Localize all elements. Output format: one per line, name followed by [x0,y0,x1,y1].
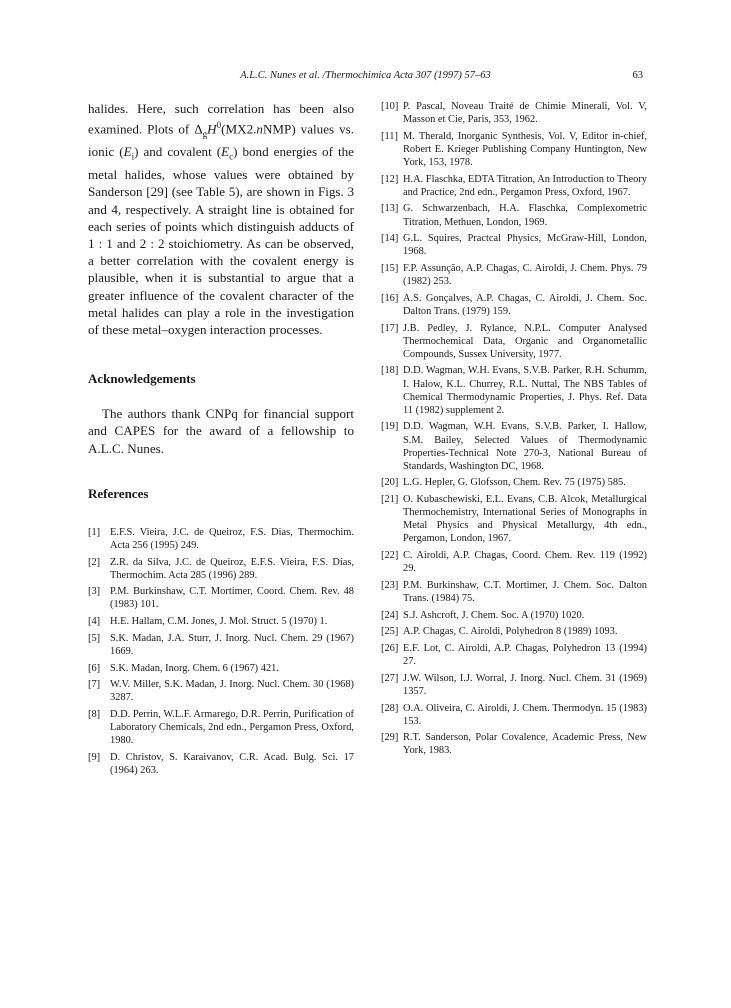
reference-number: [21] [381,494,399,506]
reference-number: [27] [381,672,399,684]
reference-item [88,556,354,582]
reference-number: [6] [88,662,101,674]
reference-item [88,708,354,747]
reference-text: D.D. Wagman, W.H. Evans, S.V.B. Parker, I. Hallow, S.M. Bailey, Selected Values of Thermodynamic Properties-Technical Note 270-3, National Bureau of Standards, Washington DC, 1968. [403,421,647,472]
reference-text: J.B. Pedley, J. Rylance, N.P.L. Computer Analysed Thermochemical Data, Organic and Organometallic Compounds, Sussex University, 1977. [403,322,647,360]
reference-item [381,364,647,416]
reference-text: P. Pascal, Noveau Traité de Chimie Minerali, Vol. V, Masson et Cie, Paris, 353, 1962. [403,101,647,126]
reference-number: [16] [381,292,399,304]
reference-item [381,173,647,199]
reference-text: M. Therald, Inorganic Synthesis, Vol. V, Editor in-chief, Robert E. Krieger Publishing Company Huntington, New York, 153, 1978. [403,130,647,168]
acknowledgements-text: The authors thank CNPq for financial support and CAPES for the award of a fellowship to A.L.C. Nunes. [88,406,354,456]
reference-item [88,615,354,628]
reference-number: [24] [381,609,399,621]
reference-number: [5] [88,632,101,644]
reference-item [381,549,647,575]
para-italic: n [256,121,263,137]
reference-text: O. Kubaschewiski, E.L. Evans, C.B. Alcok, Metallurgical Thermochemistry, International Series of Monographs in Metal Physics and Physical Metallurgy, 4th edn., Pergamon, London, 1967. [403,494,647,545]
reference-item [381,262,647,288]
reference-number: [26] [381,642,399,654]
left-column [88,100,354,781]
reference-number: [28] [381,702,399,714]
reference-item [381,579,647,605]
right-column [381,100,647,761]
reference-number: [7] [88,679,101,691]
page-number: 63 [632,70,643,81]
reference-text: J.W. Wilson, I.J. Worral, J. Inorg. Nucl. Chem. 31 (1969) 1357. [403,672,647,697]
reference-text: E.F.S. Vieira, J.C. de Queiroz, F.S. Dias, Thermochim. Acta 256 (1995) 249. [110,526,354,551]
para-italic: H [207,121,217,137]
reference-item [381,493,647,545]
reference-number: [18] [381,365,399,377]
para-italic: E [221,144,230,160]
reference-text: D.D. Perrin, W.L.F. Armarego, D.R. Perrin, Purification of Laboratory Chemicals, 2nd edn., Pergamon Press, Oxford, 1980. [110,709,354,747]
reference-item [381,642,647,668]
reference-text: G. Schwarzenbach, H.A. Flaschka, Complexometric Titration, Methuen, London, 1969. [403,203,647,228]
reference-number: [9] [88,751,101,763]
reference-item [381,672,647,698]
reference-number: [11] [381,130,398,142]
reference-number: [8] [88,709,101,721]
reference-text: H.E. Hallam, C.M. Jones, J. Mol. Struct. 5 (1970) 1. [110,616,328,628]
reference-text: P.M. Burkinshaw, C.T. Mortimer, Coord. Chem. Rev. 48 (1983) 101. [110,586,354,611]
reference-text: C. Airoldi, A.P. Chagas, Coord. Chem. Rev. 119 (1992) 29. [403,550,647,575]
reference-number: [19] [381,421,399,433]
para-sup: 0 [216,120,222,131]
reference-item [381,731,647,757]
reference-number: [13] [381,203,399,215]
reference-text: P.M. Burkinshaw, C.T. Mortimer, J. Chem. Soc. Dalton Trans. (1984) 75. [403,579,647,604]
reference-number: [15] [381,263,399,274]
reference-number: [10] [381,101,399,112]
reference-item [381,476,647,489]
reference-number: [29] [381,732,399,744]
para-text: (MX2. [221,121,257,137]
reference-text: S.J. Ashcroft, J. Chem. Soc. A (1970) 1020. [403,609,585,621]
reference-item [381,609,647,622]
reference-number: [2] [88,556,101,568]
reference-text: E.F. Lot, C. Airoldi, A.P. Chagas, Polyhedron 13 (1994) 27. [403,642,647,668]
reference-item [88,662,354,675]
reference-item [381,322,647,361]
reference-item [88,678,354,704]
reference-text: H.A. Flaschka, EDTA Titration, An Introduction to Theory and Practice, 2nd edn., Pergamon Press, Oxford, 1967. [403,173,648,198]
reference-item [88,632,354,658]
reference-text: A.S. Gonçalves, A.P. Chagas, C. Airoldi, J. Chem. Soc. Dalton Trans. (1979) 159. [403,292,647,317]
reference-number: [22] [381,550,399,562]
para-sub: c [229,151,234,162]
reference-item [381,420,647,472]
reference-number: [4] [88,616,101,628]
running-head [0,70,731,86]
reference-list-left [88,526,354,777]
para-sub: i [131,151,135,162]
reference-item [88,585,354,611]
reference-text: D. Christov, S. Karaivanov, C.R. Acad. Bulg. Sci. 17 (1964) 263. [110,751,354,777]
reference-number: [23] [381,579,399,591]
reference-text: L.G. Hepler, G. Glofsson, Chem. Rev. 75 (1975) 585. [403,477,626,489]
reference-number: [17] [381,322,399,334]
reference-item [381,130,647,169]
reference-item [88,526,354,552]
para-text: NMP) values vs. ionic ( [88,121,354,160]
references-heading: References [88,485,149,501]
reference-number: [12] [381,173,399,185]
reference-item [381,702,647,728]
reference-text: S.K. Madan, Inorg. Chem. 6 (1967) 421. [110,662,279,674]
para-italic: E [123,144,132,160]
reference-item [381,625,647,638]
reference-text: G.L. Squires, Practcal Physics, McGraw-Hill, London, 1968. [403,233,647,258]
reference-number: [25] [381,626,399,638]
body-paragraph [88,100,354,338]
acknowledgements-heading: Acknowledgements [88,371,196,387]
reference-number: [3] [88,586,101,598]
para-text: ) bond energies of the metal halides, whose values were obtained by Sanderson [29] (see Table 5), are shown in Figs. 3 and 4, respectively. A straight line is obtained for each series of points which distinguish adducts of 1 : 1 and 2 : 2 stoichiometry. As can be observed, a better correlation with the covalent energy is plausible, when it is substantial to argue that a greater influence of the covalent character of the metal halides can play a role in the investigation of these metal–oxygen interaction processes. [88,144,354,338]
reference-number: [14] [381,233,399,245]
running-title: A.L.C. Nunes et al. /Thermochimica Acta 307 (1997) 57–63 [240,70,491,81]
para-text: halides. Here, such correlation has been also examined. Plots of Δ [88,101,354,137]
reference-text: O.A. Oliveira, C. Airoldi, J. Chem. Thermodyn. 15 (1983) 153. [403,702,647,727]
reference-number: [1] [88,526,101,538]
reference-text: F.P. Assunção, A.P. Chagas, C. Airoldi, J. Chem. Phys. 79 (1982) 253. [403,263,647,288]
reference-item [381,232,647,258]
reference-item [381,202,647,228]
reference-number: [20] [381,477,399,489]
reference-list-right [381,100,647,758]
reference-text: W.V. Miller, S.K. Madan, J. Inorg. Nucl. Chem. 30 (1968) 3287. [110,679,354,704]
para-text: ) and covalent ( [134,144,222,160]
reference-text: Z.R. da Silva, J.C. de Queiroz, E.F.S. Vieira, F.S. Dias, Thermochim. Acta 285 (1996) 289. [110,556,354,581]
reference-item [381,100,647,126]
para-sub: g [202,129,208,140]
reference-item [88,751,354,777]
reference-item [381,292,647,318]
reference-text: S.K. Madan, J.A. Sturr, J. Inorg. Nucl. Chem. 29 (1967) 1669. [110,632,354,657]
reference-text: A.P. Chagas, C. Airoldi, Polyhedron 8 (1989) 1093. [403,626,618,638]
reference-text: R.T. Sanderson, Polar Covalence, Academic Press, New York, 1983. [403,732,647,757]
reference-text: D.D. Wagman, W.H. Evans, S.V.B. Parker, R.H. Schumm, I. Halow, K.L. Churrey, R.L. Nuttal, The NBS Tables of Chemical Thermodynamic Properties, J. Phys. Ref. Data 11 (1982) supplement 2. [403,365,647,416]
